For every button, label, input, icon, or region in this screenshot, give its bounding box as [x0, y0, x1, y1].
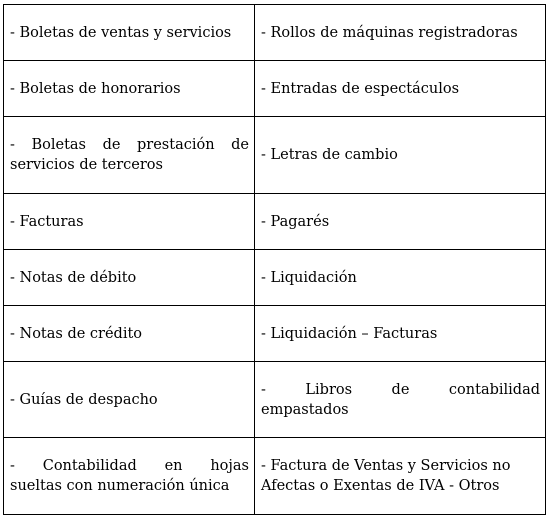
cell-text-line: - Contabilidad en hojas — [10, 458, 249, 474]
table-row — [4, 438, 546, 515]
table-cell-left: - Boletas de honorarios — [4, 61, 255, 117]
table-cell-left — [4, 117, 255, 194]
table-cell-left: - Notas de crédito — [4, 306, 255, 362]
cell-text-line: - Libros de contabilidad — [261, 381, 540, 398]
table-cell-right: - Rollos de máquinas registradoras — [255, 5, 546, 61]
table-cell-left: - Boletas de ventas y servicios — [4, 5, 255, 61]
cell-text-line: empastados — [261, 401, 349, 418]
table-row — [4, 362, 546, 438]
table-cell-right: - Entradas de espectáculos — [255, 61, 546, 117]
table-row — [4, 61, 546, 117]
table-cell-right: - Liquidación – Facturas — [255, 306, 546, 362]
table-cell-left: - Guías de despacho — [4, 362, 255, 438]
table-cell-right: - Liquidación — [255, 250, 546, 306]
table-cell-right: - Letras de cambio — [255, 117, 546, 194]
table-row — [4, 117, 546, 194]
cell-text-line: - Factura de Ventas y Servicios no — [261, 458, 511, 474]
table-row — [4, 250, 546, 306]
table-row — [4, 5, 546, 61]
table-cell-right — [255, 438, 546, 515]
table-row — [4, 306, 546, 362]
table-cell-right: - Pagarés — [255, 194, 546, 250]
table-cell-left: - Notas de débito — [4, 250, 255, 306]
table-row — [4, 194, 546, 250]
cell-text-line: servicios de terceros — [10, 157, 163, 173]
cell-text-line: - Boletas de prestación de — [10, 137, 249, 153]
table-cell-left — [4, 438, 255, 515]
cell-text-line: Afectas o Exentas de IVA - Otros — [261, 478, 500, 494]
table-cell-left: - Facturas — [4, 194, 255, 250]
document-types-table — [3, 4, 546, 515]
cell-text-line: sueltas con numeración única — [10, 478, 230, 494]
table-cell-right — [255, 362, 546, 438]
